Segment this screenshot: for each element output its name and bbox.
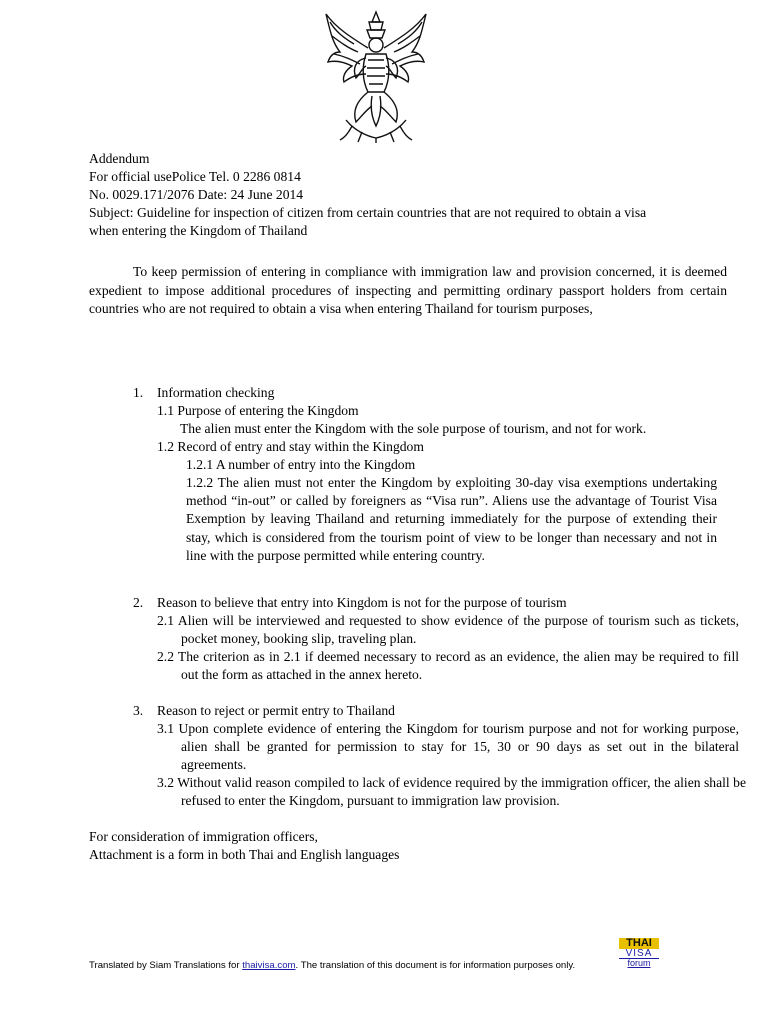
section-2-2: 2.2 The criterion as in 2.1 if deemed necessary to record as an evidence, the alien may be required to fill out the form as attached in the annex hereto.	[157, 649, 739, 683]
closing	[89, 828, 399, 864]
closing-line-1: For consideration of immigration officers,	[89, 829, 318, 844]
header	[89, 150, 646, 240]
section-2-1: 2.1 Alien will be interviewed and requested to show evidence of the purpose of tourism such as tickets, pocket money, booking slip, traveling plan.	[157, 613, 739, 647]
document-number-date: No. 0029.171/2076 Date: 24 June 2014	[89, 187, 304, 202]
section-3-number: 3.	[133, 703, 144, 718]
footer-suffix: . The translation of this document is for information purposes only.	[295, 960, 576, 971]
section-1-1-label: 1.1 Purpose of entering the Kingdom	[157, 403, 359, 418]
section-1-title: Information checking	[157, 385, 275, 400]
footer-prefix: Translated by Siam Translations for	[89, 960, 243, 971]
thaivisa-link[interactable]: thaivisa.com	[242, 960, 296, 971]
thaivisa-forum-logo[interactable]	[619, 938, 659, 968]
section-3-title: Reason to reject or permit entry to Thailand	[157, 703, 395, 718]
addendum-label: Addendum	[89, 151, 150, 166]
section-3-2: 3.2 Without valid reason compiled to lack of evidence required by the immigration officer, the alien shall be refused to enter the Kingdom, pursuant to immigration law provision.	[157, 775, 746, 809]
garuda-emblem-icon	[322, 8, 430, 144]
logo-forum-text: forum	[627, 958, 651, 968]
section-1-2-label: 1.2 Record of entry and stay within the Kingdom	[157, 439, 424, 454]
section-1-2-2: 1.2.2 The alien must not enter the Kingdom by exploiting 30-day visa exemptions undertaking method “in-out” or called by foreigners as “Visa run”. Aliens use the advantage of Tourist Visa Exemption by leaving Thailand and returning immediately for the purpose of extending their stay, which is considered from the tourism point of view to be longer than necessary and not in line with the purpose permitted while entering country.	[186, 475, 717, 563]
section-3-1: 3.1 Upon complete evidence of entering the Kingdom for tourism purpose and not for working purpose, alien shall be granted for permission to stay for 15, 30 or 90 days as set out in the bilateral agreements.	[157, 721, 739, 773]
section-1-1-text: The alien must enter the Kingdom with the sole purpose of tourism, and not for work.	[180, 421, 647, 436]
subject-line-1: Subject: Guideline for inspection of citizen from certain countries that are not required to obtain a visa	[89, 205, 647, 220]
section-2-number: 2.	[133, 595, 144, 610]
translation-footer	[89, 960, 575, 971]
section-1-2-1: 1.2.1 A number of entry into the Kingdom	[186, 457, 416, 472]
section-2-title: Reason to believe that entry into Kingdom is not for the purpose of tourism	[157, 595, 567, 610]
logo-thai-text: THAI	[619, 938, 659, 949]
section-1-number: 1.	[133, 385, 144, 400]
closing-line-2: Attachment is a form in both Thai and English languages	[89, 847, 400, 862]
intro-paragraph: To keep permission of entering in compliance with immigration law and provision concerned, it is deemed expedient to impose additional procedures of inspecting and permitting ordinary passport holders from certain countries who are not required to obtain a visa when entering Thailand for tourism purposes,	[89, 264, 727, 316]
logo-visa-text: VISA	[619, 949, 659, 959]
official-use-line: For official usePolice Tel. 0 2286 0814	[89, 169, 301, 184]
subject-line-2: when entering the Kingdom of Thailand	[89, 223, 308, 238]
